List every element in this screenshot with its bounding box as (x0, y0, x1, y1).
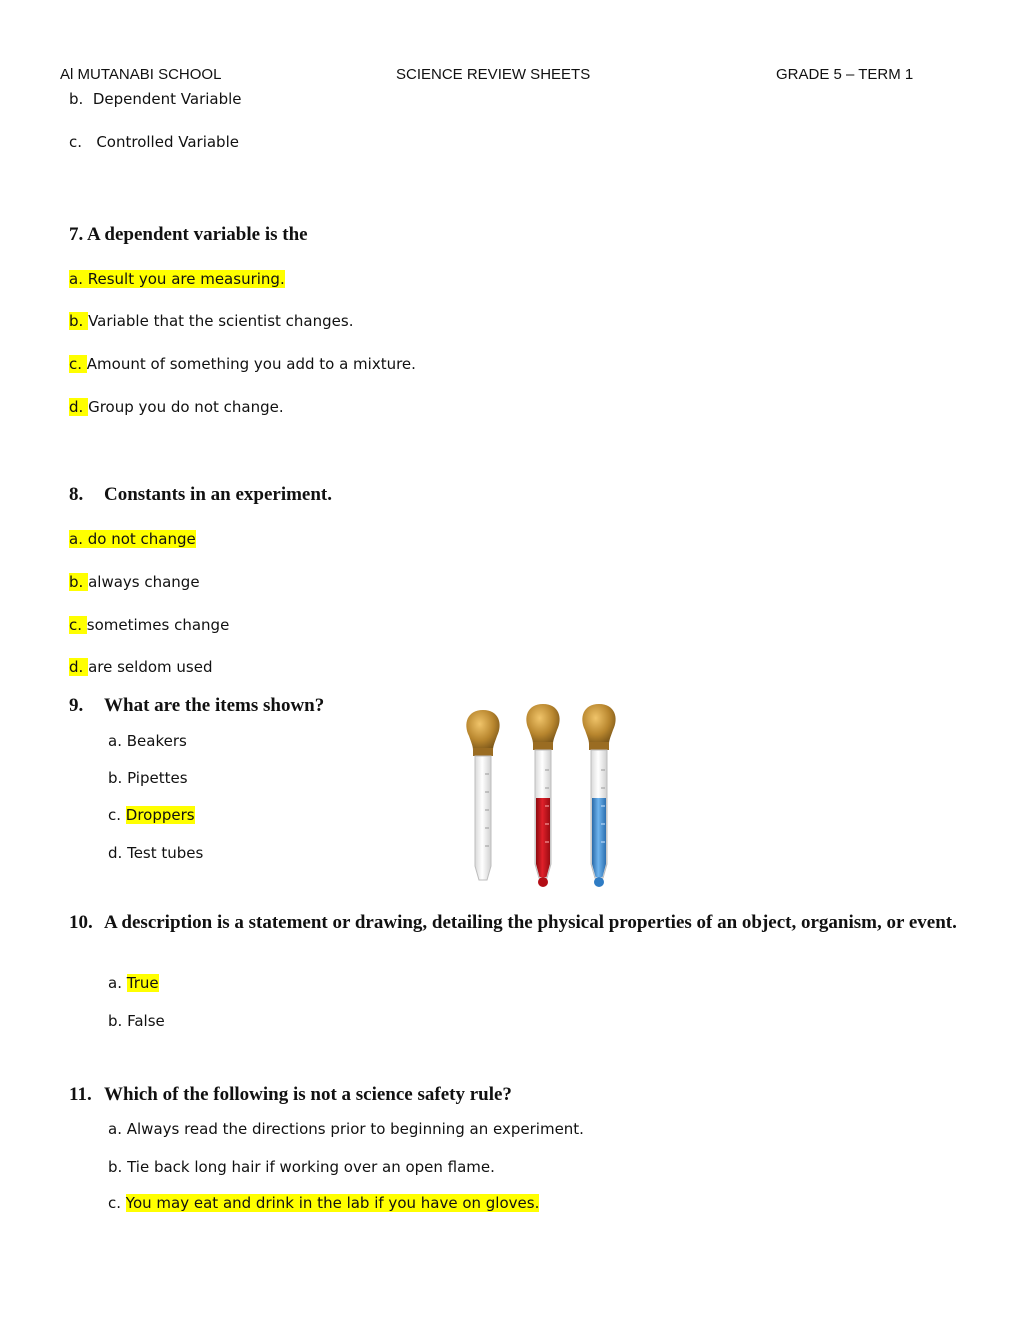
option-text: Controlled Variable (96, 133, 239, 151)
option-letter: b. (69, 90, 84, 108)
option-text: always change (88, 573, 200, 591)
header-school: Al MUTANABI SCHOOL (60, 66, 222, 83)
question-8-number: 8. (69, 484, 84, 505)
option-letter: a. (69, 530, 83, 548)
q9-option-a (108, 731, 187, 751)
option-letter: d. (69, 658, 84, 676)
q11-option-c (108, 1193, 539, 1213)
q7-option-d (69, 397, 284, 417)
option-letter: a. (69, 270, 83, 288)
option-text: Amount of something you add to a mixture. (86, 355, 416, 373)
q8-option-a (69, 529, 196, 549)
q9-option-b (108, 768, 188, 788)
option-text: are seldom used (88, 658, 213, 676)
option-letter: a. (108, 732, 122, 750)
option-letter: c. (108, 806, 122, 824)
q11-option-b (108, 1157, 495, 1177)
option-text: Beakers (126, 732, 187, 750)
header-title: SCIENCE REVIEW SHEETS (396, 66, 591, 83)
option-text: Variable that the scientist changes. (88, 312, 354, 330)
option-letter: b. (69, 312, 84, 330)
dropper-red (526, 704, 559, 887)
carryover-option-b (69, 89, 242, 109)
option-text: True (126, 974, 159, 992)
option-text: Group you do not change. (88, 398, 284, 416)
option-text: Dependent Variable (92, 90, 242, 108)
option-text: False (127, 1012, 165, 1030)
option-letter: b. (108, 1158, 123, 1176)
droppers-illustration-icon (455, 700, 630, 892)
question-10-number: 10. (69, 912, 93, 933)
question-8: Constants in an experiment. (104, 484, 333, 505)
q10-option-b (108, 1011, 165, 1031)
option-text: Always read the directions prior to beginning an experiment. (126, 1120, 584, 1138)
q7-option-b (69, 311, 353, 331)
question-7: 7. A dependent variable is the (69, 224, 308, 245)
answer-highlight (69, 530, 196, 548)
question-10: A description is a statement or drawing, detailing the physical properties of an object, organism, or event. (104, 912, 957, 933)
option-letter: a. (108, 1120, 122, 1138)
option-text: sometimes change (86, 616, 230, 634)
carryover-option-c (69, 132, 239, 152)
option-text: You may eat and drink in the lab if you have on gloves. (125, 1194, 540, 1212)
dropper-clear (466, 710, 499, 880)
option-text: Test tubes (127, 844, 204, 862)
option-text: do not change (87, 530, 196, 548)
option-letter: b. (69, 573, 84, 591)
q10-option-a (108, 973, 159, 993)
option-letter: b. (108, 769, 123, 787)
option-letter: a. (108, 974, 122, 992)
option-letter: d. (108, 844, 123, 862)
question-9-number: 9. (69, 695, 84, 716)
option-letter: c. (108, 1194, 122, 1212)
option-letter: b. (108, 1012, 123, 1030)
option-text: Pipettes (127, 769, 188, 787)
option-letter: c. (69, 355, 83, 373)
option-letter: c. (69, 616, 83, 634)
question-11-number: 11. (69, 1084, 92, 1105)
answer-highlight (69, 270, 285, 288)
option-letter: c. (69, 133, 83, 151)
q7-option-c (69, 354, 416, 374)
header-grade: GRADE 5 – TERM 1 (776, 66, 914, 83)
dropper-blue (582, 704, 615, 887)
option-text: Tie back long hair if working over an open flame. (127, 1158, 495, 1176)
q8-option-c (69, 615, 229, 635)
q8-option-b (69, 572, 200, 592)
question-11: Which of the following is not a science safety rule? (104, 1084, 512, 1105)
option-text: Droppers (125, 806, 195, 824)
q9-option-d (108, 843, 203, 863)
option-text: Result you are measuring. (87, 270, 285, 288)
question-9: What are the items shown? (104, 695, 325, 716)
q7-option-a (69, 269, 285, 289)
q11-option-a (108, 1119, 584, 1139)
q9-option-c (108, 805, 195, 825)
q8-option-d (69, 657, 212, 677)
option-letter: d. (69, 398, 84, 416)
